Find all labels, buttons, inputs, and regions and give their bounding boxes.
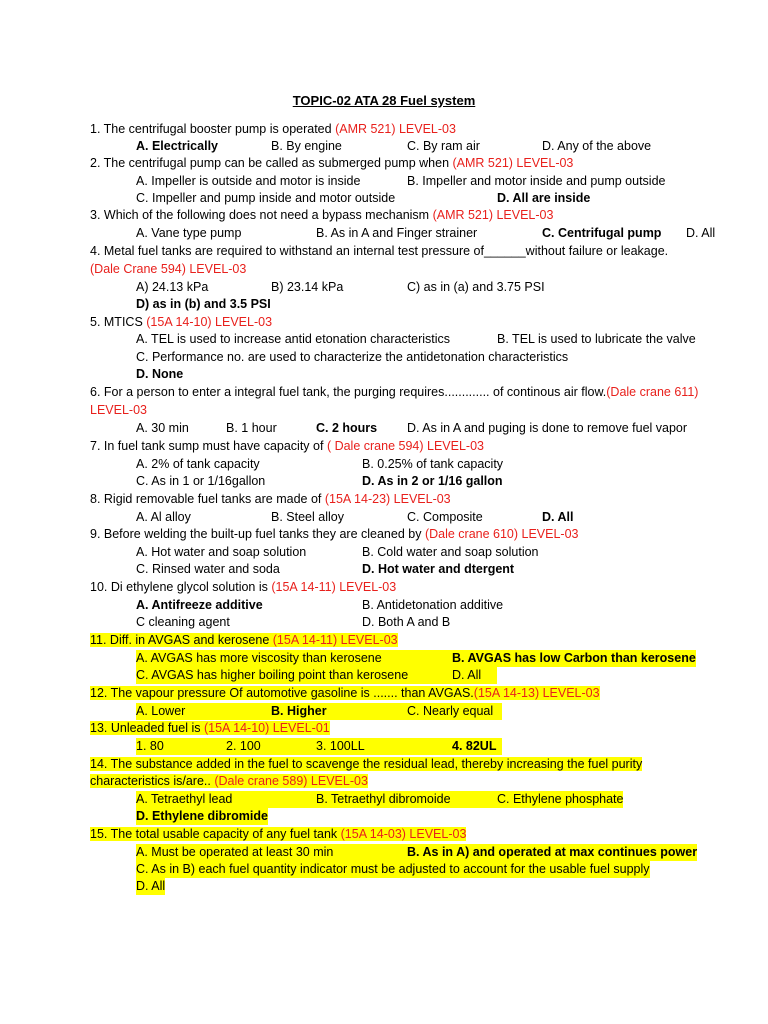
option-d: D. Hot water and dtergent	[362, 562, 515, 576]
question-reference: (15A 14-11) LEVEL-03	[271, 580, 397, 594]
option-b: B. AVGAS has low Carbon than kerosene	[452, 651, 696, 665]
question-text: 1. The centrifugal booster pump is operated	[90, 122, 336, 136]
question-7-options-row1	[0, 456, 768, 473]
option-c: C. Ethylene phosphate	[497, 792, 624, 806]
option-b: 2. 100	[226, 738, 316, 755]
question-text: 3. Which of the following does not need a bypass mechanism	[90, 208, 433, 222]
question-4-options-row1	[0, 279, 768, 296]
question-3	[90, 207, 553, 224]
question-12	[90, 685, 600, 702]
option-c: C cleaning agent	[136, 615, 230, 629]
question-4: 4. Metal fuel tanks are required to withstand an internal test pressure of______without failure or leakage.	[90, 244, 669, 258]
option-d: D. All are inside	[497, 191, 591, 205]
question-4-reference: (Dale Crane 594) LEVEL-03	[90, 262, 247, 276]
option-a: A. TEL is used to increase antid etonation characteristics	[136, 332, 451, 346]
option-c: C. AVGAS has higher boiling point than kerosene	[136, 667, 452, 684]
option-d: D. Any of the above	[542, 139, 652, 153]
question-8-options	[0, 509, 768, 526]
question-6-options	[0, 420, 768, 437]
option-c: C. Performance no. are used to characterize the antidetonation characteristics	[136, 350, 569, 364]
option-d: D. Both A and B	[362, 615, 451, 629]
option-b: B. Antidetonation additive	[362, 598, 504, 612]
question-reference: (15A 14-03) LEVEL-03	[340, 827, 467, 841]
question-14-line2	[90, 773, 368, 790]
option-b: B. Higher	[271, 703, 407, 720]
question-text: 15. The total usable capacity of any fuel tank	[90, 827, 341, 841]
question-reference: (15A 14-13) LEVEL-03	[473, 686, 600, 700]
option-c: C) as in (a) and 3.75 PSI	[407, 280, 545, 294]
option-b: B. Tetraethyl dibromoide	[316, 791, 497, 808]
question-text: 10. Di ethylene glycol solution is	[90, 580, 272, 594]
question-text: 8. Rigid removable fuel tanks are made of	[90, 492, 325, 506]
option-a: A. Al alloy	[136, 510, 191, 524]
option-b: B. Steel alloy	[271, 510, 344, 524]
option-b: B. 1 hour	[226, 421, 277, 435]
question-9-options-row1	[0, 544, 768, 561]
page-title: TOPIC-02 ATA 28 Fuel system	[292, 93, 476, 108]
option-b: B. 0.25% of tank capacity	[362, 457, 504, 471]
question-14	[90, 756, 642, 773]
question-reference: (AMR 521) LEVEL-03	[452, 156, 574, 170]
question-text: 13. Unleaded fuel is	[90, 721, 204, 735]
question-10	[90, 579, 396, 596]
question-6-reference-level: LEVEL-03	[90, 403, 147, 417]
option-c: C. Rinsed water and soda	[136, 562, 280, 576]
question-10-options-row1	[0, 597, 768, 614]
question-2-options-row1	[0, 173, 768, 190]
question-13-options	[0, 738, 768, 755]
option-a: A) 24.13 kPa	[136, 280, 209, 294]
option-a: A. Vane type pump	[136, 226, 242, 240]
question-2-options-row2	[0, 190, 768, 207]
question-reference: (AMR 521) LEVEL-03	[335, 122, 456, 136]
question-text: 14. The substance added in the fuel to scavenge the residual lead, thereby increasing the fuel purity	[90, 757, 643, 771]
option-d: D. None	[136, 367, 184, 381]
question-text: 11. Diff. in AVGAS and kerosene	[90, 633, 273, 647]
option-b: B) 23.14 kPa	[271, 280, 344, 294]
question-text: 7. In fuel tank sump must have capacity of	[90, 439, 327, 453]
question-11	[90, 632, 398, 649]
option-c: C. As in B) each fuel quantity indicator must be adjusted to account for the usable fuel supply	[136, 862, 650, 876]
option-b: B. Impeller and motor inside and pump outside	[407, 174, 666, 188]
question-9	[90, 526, 579, 543]
option-a: A. Must be operated at least 30 min	[136, 844, 407, 861]
question-text: 6. For a person to enter a integral fuel tank, the purging requires............. of continous air flow.	[90, 385, 607, 399]
option-a: A. Antifreeze additive	[136, 598, 263, 612]
option-b: B. TEL is used to lubricate the valve	[497, 332, 696, 346]
option-c: C. Impeller and pump inside and motor outside	[136, 191, 396, 205]
question-11-options-row1	[0, 650, 768, 667]
question-5	[90, 314, 272, 331]
question-5-options-row1	[0, 331, 768, 348]
option-c: 3. 100LL	[316, 738, 452, 755]
question-15-options-row2	[0, 861, 768, 878]
option-d: D. As in A and puging is done to remove fuel vapor	[407, 421, 688, 435]
option-d: D. As in 2 or 1/16 gallon	[362, 474, 503, 488]
question-reference: (15A 14-10) LEVEL-01	[203, 721, 330, 735]
question-1	[90, 121, 456, 138]
question-7-options-row2	[0, 473, 768, 490]
question-12-options	[0, 703, 768, 720]
question-text: 5. MTICS	[90, 315, 147, 329]
question-text: 12. The vapour pressure Of automotive gasoline is ....... than AVGAS.	[90, 686, 474, 700]
option-c: C. As in 1 or 1/16gallon	[136, 474, 266, 488]
question-11-options-row2	[0, 667, 768, 684]
option-d: D. All	[686, 226, 716, 240]
option-b: B. As in A) and operated at max continues power	[407, 845, 698, 859]
option-a: A. Tetraethyl lead	[136, 791, 316, 808]
option-a: A. Electrically	[136, 139, 218, 153]
question-15-options-row1	[0, 844, 768, 861]
option-c: C. Composite	[407, 510, 483, 524]
option-c: C. 2 hours	[316, 421, 378, 435]
option-a: 1. 80	[136, 738, 226, 755]
option-d: D. All	[452, 667, 497, 684]
question-5-options-row3	[0, 366, 768, 383]
option-b: B. Cold water and soap solution	[362, 545, 539, 559]
option-a: A. 30 min	[136, 421, 189, 435]
question-reference: (15A 14-23) LEVEL-03	[324, 492, 451, 506]
question-reference: (Dale crane 610) LEVEL-03	[424, 527, 579, 541]
option-c: C. By ram air	[407, 139, 480, 153]
option-d: D. All	[136, 879, 166, 893]
question-8	[90, 491, 451, 508]
option-a: A. Impeller is outside and motor is inside	[136, 174, 361, 188]
question-3-options	[0, 225, 768, 242]
question-7	[90, 438, 484, 455]
question-text: 2. The centrifugal pump can be called as submerged pump when	[90, 156, 453, 170]
question-text: characteristics is/are..	[90, 774, 215, 788]
question-reference: (AMR 521) LEVEL-03	[432, 208, 554, 222]
question-14-options-row2	[0, 808, 768, 825]
question-13	[90, 720, 330, 737]
option-a: A. 2% of tank capacity	[136, 457, 260, 471]
option-d: D. Ethylene dibromide	[136, 809, 268, 823]
option-a: A. Lower	[136, 703, 271, 720]
question-reference: (Dale crane 589) LEVEL-03	[214, 774, 368, 788]
question-5-options-row2	[0, 349, 768, 366]
question-reference: ( Dale crane 594) LEVEL-03	[326, 439, 484, 453]
question-6	[90, 384, 698, 401]
question-reference: (15A 14-10) LEVEL-03	[146, 315, 273, 329]
question-text: 9. Before welding the built-up fuel tanks they are cleaned by	[90, 527, 425, 541]
question-4-options-row2	[0, 296, 768, 313]
option-a: A. Hot water and soap solution	[136, 545, 307, 559]
option-b: B. By engine	[271, 139, 342, 153]
option-d: 4. 82UL	[452, 738, 502, 755]
option-c: C. Nearly equal	[407, 703, 502, 720]
question-9-options-row2	[0, 561, 768, 578]
option-c: C. Centrifugal pump	[542, 226, 662, 240]
question-14-options-row1	[0, 791, 768, 808]
question-2	[90, 155, 573, 172]
option-d: D) as in (b) and 3.5 PSI	[136, 297, 271, 311]
option-a: A. AVGAS has more viscosity than kerosene	[136, 650, 452, 667]
question-1-options	[0, 138, 768, 155]
question-reference: (15A 14-11) LEVEL-03	[272, 633, 398, 647]
option-b: B. As in A and Finger strainer	[316, 226, 478, 240]
question-reference: (Dale crane 611)	[606, 385, 699, 399]
question-15-options-row3	[0, 878, 768, 895]
option-d: D. All	[542, 510, 574, 524]
question-10-options-row2	[0, 614, 768, 631]
question-15	[90, 826, 466, 843]
